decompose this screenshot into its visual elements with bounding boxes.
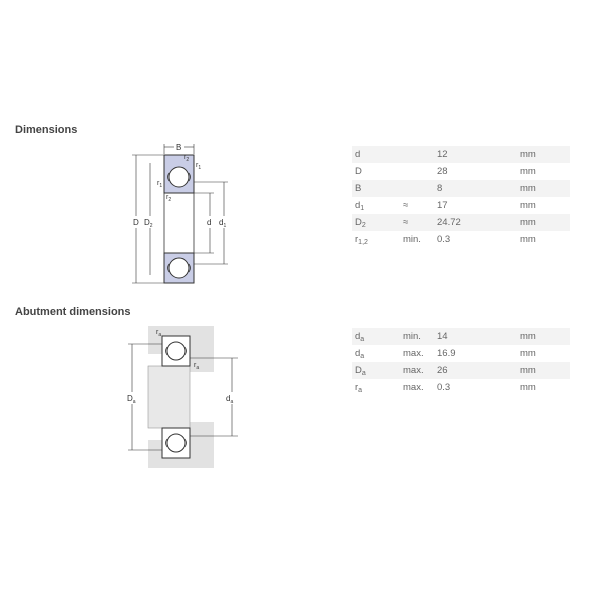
table-row [352,379,570,396]
dimensions-table [352,146,570,248]
svg-text:ra: $r_a$ [156,329,162,338]
dimension-value: 14 [434,328,517,345]
dimension-value: 8 [434,180,517,197]
dimension-value: 12 [434,146,517,163]
dimension-symbol: d [352,146,400,163]
dimension-value: 17 [437,200,448,211]
dimension-value: 16.9 [437,348,456,359]
dimension-symbol: $r_{1,2}$ [355,233,368,246]
label-D2: $D_2$ [144,218,153,229]
dimension-symbol: $D_2$ [352,214,400,231]
svg-text:ra: $r_a$ [194,362,200,371]
dimension-unit: mm [517,146,570,163]
dimension-symbol: B [352,180,400,197]
dimension-value: 26 [434,362,517,379]
table-row [352,231,570,248]
svg-text:r1: $r_1$ [196,162,202,171]
label-Da: $D_a$ [127,394,136,405]
table-row [352,180,570,197]
dimension-unit: mm [520,166,536,177]
dimension-qualifier: ≈ [403,200,409,211]
abutment-diagram [124,322,244,472]
dimension-unit: mm [520,382,536,393]
ball-bottom [169,258,189,278]
dimension-symbol: $D_a$ [352,362,400,379]
dimension-qualifier: max. [403,348,424,359]
dimension-qualifier [400,180,434,197]
table-row [352,214,570,231]
ball-top [169,167,189,187]
svg-text:r2: $r_2$ [166,194,172,203]
dimension-symbol: $d_1$ [355,199,365,212]
dimension-qualifier: min. [403,234,421,245]
shaft [148,366,190,428]
dimension-qualifier: max. [400,362,434,379]
table-row [352,328,570,345]
dimension-unit: mm [517,328,570,345]
bearing-dimensions-diagram [128,140,238,290]
dimension-value: 28 [437,166,448,177]
svg-text:r1: $r_1$ [157,180,163,189]
dimension-qualifier: min. [400,328,434,345]
dimension-unit: mm [520,234,536,245]
dimension-unit: mm [517,362,570,379]
dimensions-heading: Dimensions [15,124,78,136]
dimension-unit: mm [520,200,536,211]
table-row [352,197,570,214]
dimension-unit: mm [517,214,570,231]
svg-text:r2: $r_2$ [184,154,190,163]
dimension-value: 24.72 [434,214,517,231]
dimension-symbol: $d_a$ [352,328,400,345]
table-row [352,345,570,362]
dimension-unit: mm [520,348,536,359]
abutment-heading: Abutment dimensions [15,306,131,318]
label-B: B [176,143,182,152]
dimension-unit: mm [517,180,570,197]
dimension-symbol: $r_a$ [355,381,363,394]
label-d: d [207,218,212,227]
dimension-qualifier [400,146,434,163]
dimension-qualifier: max. [403,382,424,393]
dimension-symbol: D [355,166,362,177]
table-row [352,146,570,163]
dimension-value: 0.3 [437,234,451,245]
dimension-qualifier: ≈ [400,214,434,231]
dimension-symbol: $d_a$ [355,347,365,360]
dimension-qualifier [400,163,434,180]
table-row [352,362,570,379]
label-d1: $d_1$ [219,218,227,229]
dimension-value: 0.3 [437,382,451,393]
label-da: $d_a$ [226,394,234,405]
abutment-table [352,328,570,396]
table-row [352,163,570,180]
label-D: D [133,218,139,227]
